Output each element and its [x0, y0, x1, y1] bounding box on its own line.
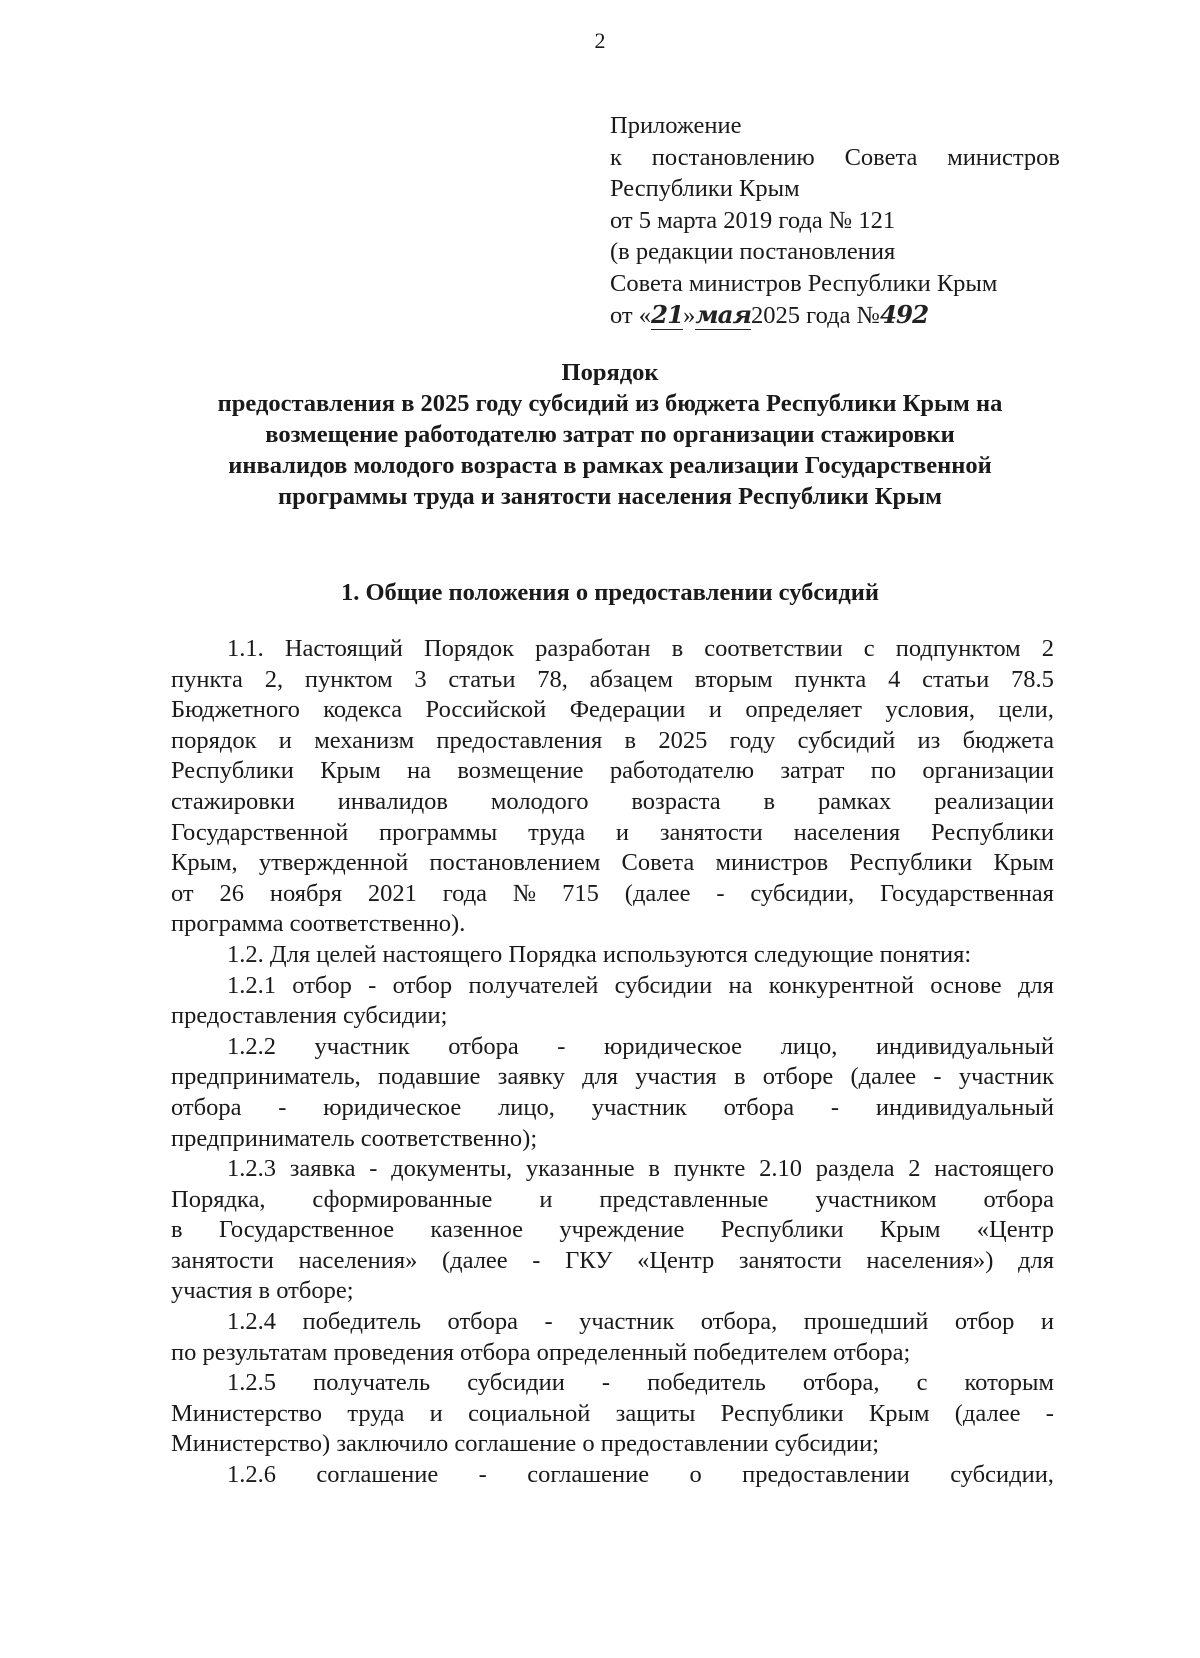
appendix-word: постановлению [651, 143, 815, 171]
appendix-line-amend-date [610, 299, 1060, 332]
appendix-word: Совета [844, 143, 918, 171]
body-line: Министерство) заключило соглашение о предоставлении субсидии; [171, 1430, 880, 1458]
body-line: порядок и механизм предоставления в 2025 году субсидий из бюджета [171, 726, 1054, 754]
amend-date-year: 2025 года № [751, 302, 880, 329]
body-line: участия в отборе; [171, 1277, 354, 1305]
body-line: 1.2.3 заявка - документы, указанные в пункте 2.10 раздела 2 настоящего [227, 1155, 1054, 1183]
body-line: стажировки инвалидов молодого возраста в рамках реализации [171, 787, 1054, 815]
appendix-word: к [610, 143, 622, 171]
body-line: программа соответственно). [171, 910, 466, 938]
page-number: 2 [594, 28, 606, 53]
body-line: 1.1. Настоящий Порядок разработан в соответствии с подпунктом 2 [227, 635, 1054, 662]
body-line: Министерство труда и социальной защиты Республики Крым (далее - [171, 1399, 1054, 1427]
appendix-word: министров [947, 143, 1060, 171]
body-line: по результатам проведения отбора определенный победителем отбора; [171, 1338, 911, 1366]
appendix-block [610, 110, 1060, 332]
handwritten-month: мая [695, 300, 752, 329]
handwritten-number: 492 [880, 300, 929, 329]
body-line: 1.2.6 соглашение - соглашение о предоставлении субсидии, [227, 1461, 1054, 1489]
body-line: 1.2. Для целей настоящего Порядка используются следующие понятия: [227, 940, 972, 968]
title-line: программы труда и занятости населения Республики Крым [277, 483, 942, 510]
title-line: возмещение работодателю затрат по организации стажировки [265, 421, 955, 448]
body-line: предприниматель, подавшие заявку для участия в отборе (далее - участник [171, 1063, 1054, 1091]
document-title [150, 357, 1070, 512]
title-line: инвалидов молодого возраста в рамках реализации Государственной [228, 452, 992, 479]
body-line: Бюджетного кодекса Российской Федерации и определяет условия, цели, [171, 696, 1054, 724]
appendix-title: Приложение [610, 112, 742, 139]
body-line: 1.2.2 участник отбора - юридическое лицо, индивидуальный [227, 1032, 1054, 1060]
handwritten-day: 21 [651, 300, 684, 329]
appendix-line-council: Совета министров Республики Крым [610, 269, 998, 297]
body-text [171, 634, 1054, 1491]
amend-date-mid: » [683, 302, 696, 329]
body-line: Крым, утвержденной постановлением Совета министров Республики Крым [171, 849, 1054, 877]
amend-date-prefix: от « [610, 302, 652, 329]
appendix-line-edition: (в редакции постановления [610, 238, 896, 265]
section-heading: 1. Общие положения о предоставлении субсидий [340, 579, 880, 606]
appendix-line-date: от 5 марта 2019 года № 121 [610, 206, 896, 234]
body-line: Порядка, сформированные и представленные участником отбора [171, 1185, 1054, 1213]
title-line: предоставления в 2025 году субсидий из бюджета Республики Крым на [217, 390, 1003, 417]
body-line: занятости населения» (далее - ГКУ «Центр занятости населения») для [171, 1246, 1054, 1274]
body-line: предприниматель соответственно); [171, 1124, 538, 1152]
body-line: в Государственное казенное учреждение Республики Крым «Центр [171, 1216, 1054, 1244]
appendix-line-resolution [610, 142, 1060, 174]
body-line: пункта 2, пунктом 3 статьи 78, абзацем вторым пункта 4 статьи 78.5 [171, 665, 1054, 693]
body-line: 1.2.4 победитель отбора - участник отбора, прошедший отбор и [227, 1308, 1054, 1336]
appendix-line-republic: Республики Крым [610, 175, 800, 202]
body-line: от 26 ноября 2021 года № 715 (далее - субсидии, Государственная [171, 879, 1054, 907]
body-line: 1.2.1 отбор - отбор получателей субсидии на конкурентной основе для [227, 971, 1054, 999]
body-line: Республики Крым на возмещение работодателю затрат по организации [171, 757, 1054, 785]
title-heading: Порядок [561, 359, 659, 386]
body-line: 1.2.5 получатель субсидии - победитель отбора, с которым [227, 1369, 1054, 1397]
body-line: отбора - юридическое лицо, участник отбора - индивидуальный [171, 1093, 1054, 1121]
body-line: Государственной программы труда и занятости населения Республики [171, 818, 1054, 846]
body-line: предоставления субсидии; [171, 1002, 448, 1030]
